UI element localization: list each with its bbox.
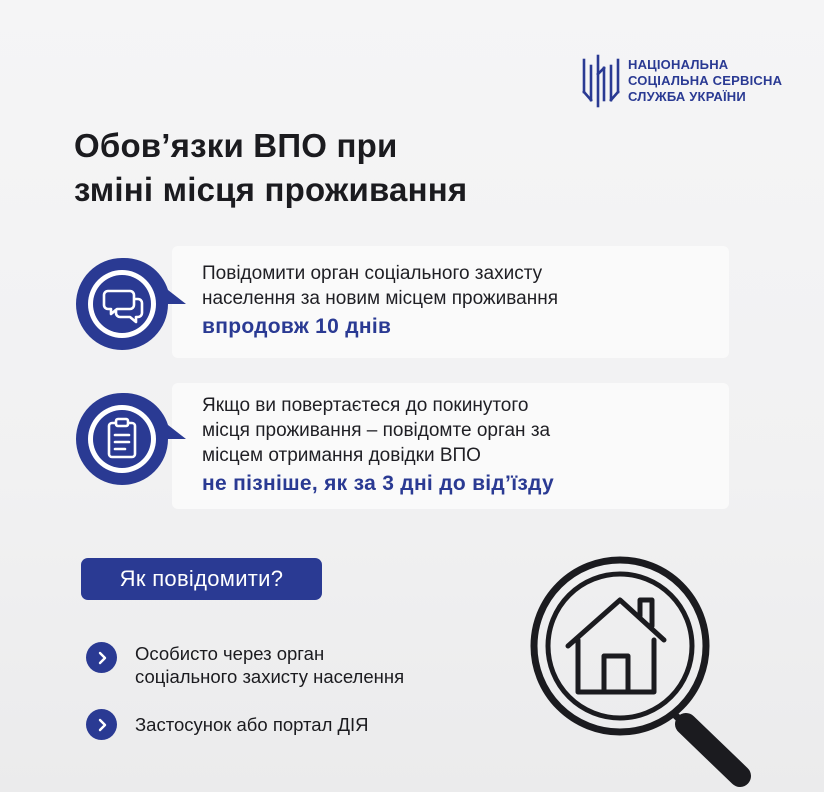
duty-card-line: населення за новим місцем проживання [202,288,558,309]
duty-card-line: Повідомити орган соціального захисту [202,263,543,284]
logo-line: НАЦІОНАЛЬНА [628,57,729,72]
duty-card-line: місцем отримання довідки ВПО [202,445,481,466]
page-title [74,124,467,212]
nssu-logo-icon [580,54,622,108]
notify-option-in-person [86,642,404,688]
logo-text [628,57,782,105]
page-title-line: Обов’язки ВПО при [74,127,398,164]
magnifier-house-icon [514,556,754,788]
duty-card-deadline: впродовж 10 днів [202,315,392,338]
duty-card-line: Якщо ви повертаєтеся до покинутого [202,395,529,416]
chevron-right-icon [86,642,117,673]
how-to-notify-badge: Як повідомити? [81,558,322,600]
logo-line: СОЦІАЛЬНА СЕРВІСНА [628,73,783,88]
notify-option-text [135,642,404,688]
logo-line: СЛУЖБА УКРАЇНИ [628,89,746,104]
duty-card-report [172,246,729,358]
notify-option-diia [86,709,369,740]
duty-card-text [202,393,554,496]
duty-card-deadline: не пізніше, як за 3 дні до від’їзду [202,472,555,495]
duty-card-line: місця проживання – повідомте орган за [202,420,551,441]
page-title-line: зміні місця проживання [74,171,468,208]
notify-option-line: соціального захисту населення [135,666,405,687]
duty-card-return [172,383,729,509]
clipboard-document-icon [72,391,188,487]
notify-option-line: Особисто через орган [135,643,325,664]
notify-option-text [135,713,369,736]
nssu-logo [580,54,782,108]
duty-card-text [202,261,558,339]
chat-bubbles-icon [72,256,188,352]
chevron-right-icon [86,709,117,740]
notify-option-line: Застосунок або портал ДІЯ [135,714,369,735]
